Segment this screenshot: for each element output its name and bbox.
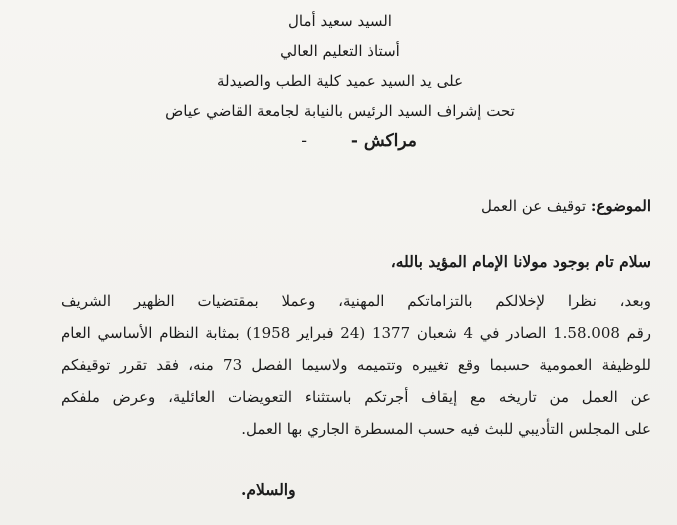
closing: والسلام. (241, 480, 296, 499)
recipient-city: مراكش - (350, 131, 417, 151)
body-line-4: عن العمل من تاريخه مع إيقاف أجرتكم باستثناء التعويضات العائلية، وعرض ملفكم (61, 388, 651, 406)
subject-line (481, 197, 651, 215)
greeting: سلام تام بوجود مولانا الإمام المؤيد بالله، (390, 252, 651, 271)
recipient-address-block (140, 6, 540, 156)
subject-value: توقيف عن العمل (481, 197, 587, 215)
body-line-2: رقم 1.58.008 الصادر في 4 شعبان 1377 (24 فبراير 1958) بمثابة النظام الأساسي العام (61, 324, 652, 342)
recipient-title: أستاذ التعليم العالي (280, 42, 400, 60)
recipient-city-line (140, 126, 540, 156)
recipient-via: على يد السيد عميد كلية الطب والصيدلة (216, 72, 464, 90)
subject-label: الموضوع: (590, 197, 651, 215)
body-line-5: على المجلس التأديبي للبث فيه حسب المسطرة الجاري بها العمل. (241, 420, 651, 438)
body-line-3: للوظيفة العمومية حسبما وقع تغييره وتتميمه ولاسيما الفصل 73 منه، فقد تقرر توقيفكم (61, 356, 651, 374)
recipient-name: السيد سعيد أمال (288, 12, 392, 30)
recipient-supervision: تحت إشراف السيد الرئيس بالنيابة لجامعة القاضي عياض (165, 102, 515, 120)
body-line-1: وبعد، نظرا لإخلالكم بالتزاماتكم المهنية، وعملا بمقتضيات الظهير الشريف (61, 292, 651, 310)
city-dash: - (301, 131, 307, 151)
letter-body (61, 285, 651, 445)
